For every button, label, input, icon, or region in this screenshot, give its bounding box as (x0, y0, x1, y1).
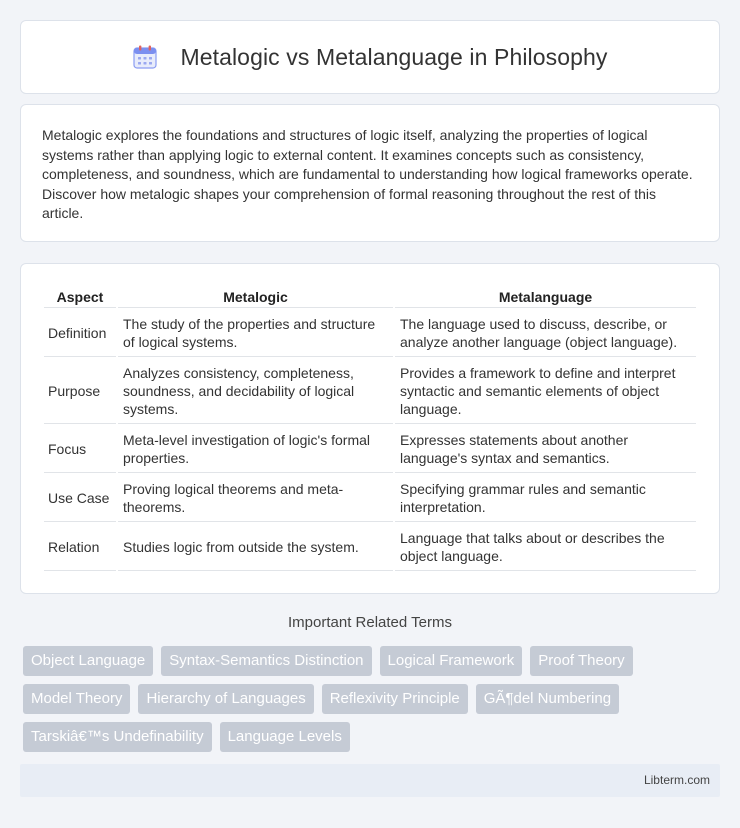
related-term-tag[interactable]: Language Levels (220, 722, 350, 752)
related-term-tag[interactable]: Syntax-Semantics Distinction (161, 646, 371, 676)
table-row (44, 310, 696, 357)
column-header: Aspect (44, 286, 116, 308)
table-row (44, 524, 696, 571)
header-card (20, 20, 720, 94)
metalogic-cell: Meta-level investigation of logic's formal properties. (118, 426, 393, 473)
related-term-tag[interactable]: Model Theory (23, 684, 130, 714)
related-term-tag[interactable]: Proof Theory (530, 646, 632, 676)
aspect-cell: Focus (44, 426, 116, 473)
metalogic-cell: The study of the properties and structure of logical systems. (118, 310, 393, 357)
column-header: Metalogic (118, 286, 393, 308)
comparison-table (42, 284, 698, 573)
intro-paragraph: Metalogic explores the foundations and structures of logic itself, analyzing the properties of logical systems rather than applying logic to external content. It examines concepts such as consistency, completeness, and soundness, which are fundamental to understanding how logical frameworks operate. Discover how metalogic shapes your comprehension of formal reasoning throughout the rest of this article. (42, 127, 693, 222)
related-term-tag[interactable]: Logical Framework (380, 646, 523, 676)
table-row (44, 359, 696, 424)
table-row (44, 426, 696, 473)
calendar-icon (132, 44, 158, 70)
metalanguage-cell: Language that talks about or describes the object language. (395, 524, 696, 571)
related-term-tag[interactable]: Hierarchy of Languages (138, 684, 313, 714)
metalanguage-cell: Specifying grammar rules and semantic interpretation. (395, 475, 696, 522)
table-row (44, 475, 696, 522)
related-term-tag[interactable]: Reflexivity Principle (322, 684, 468, 714)
aspect-cell: Use Case (44, 475, 116, 522)
related-term-tag[interactable]: Object Language (23, 646, 153, 676)
related-terms-title: Important Related Terms (288, 614, 452, 631)
related-term-tag[interactable]: GÃ¶del Numbering (476, 684, 619, 714)
related-term-tag[interactable]: Tarskiâ€™s Undefinability (23, 722, 212, 752)
aspect-cell: Purpose (44, 359, 116, 424)
aspect-cell: Relation (44, 524, 116, 571)
metalanguage-cell: The language used to discuss, describe, or analyze another language (object language). (395, 310, 696, 357)
metalanguage-cell: Provides a framework to define and interpret syntactic and semantic elements of object language. (395, 359, 696, 424)
metalanguage-cell: Expresses statements about another language's syntax and semantics. (395, 426, 696, 473)
metalogic-cell: Studies logic from outside the system. (118, 524, 393, 571)
comparison-table-card (20, 263, 720, 594)
metalogic-cell: Proving logical theorems and meta-theorems. (118, 475, 393, 522)
column-header: Metalanguage (395, 286, 696, 308)
footer-bar (20, 764, 720, 797)
intro-card (20, 104, 720, 242)
aspect-cell: Definition (44, 310, 116, 357)
metalogic-cell: Analyzes consistency, completeness, soundness, and decidability of logical systems. (118, 359, 393, 424)
footer-site-link[interactable]: Libterm.com (643, 773, 710, 787)
related-terms-list (23, 646, 723, 752)
page-title: Metalogic vs Metalanguage in Philosophy (180, 43, 608, 70)
table-header-row (44, 286, 696, 308)
